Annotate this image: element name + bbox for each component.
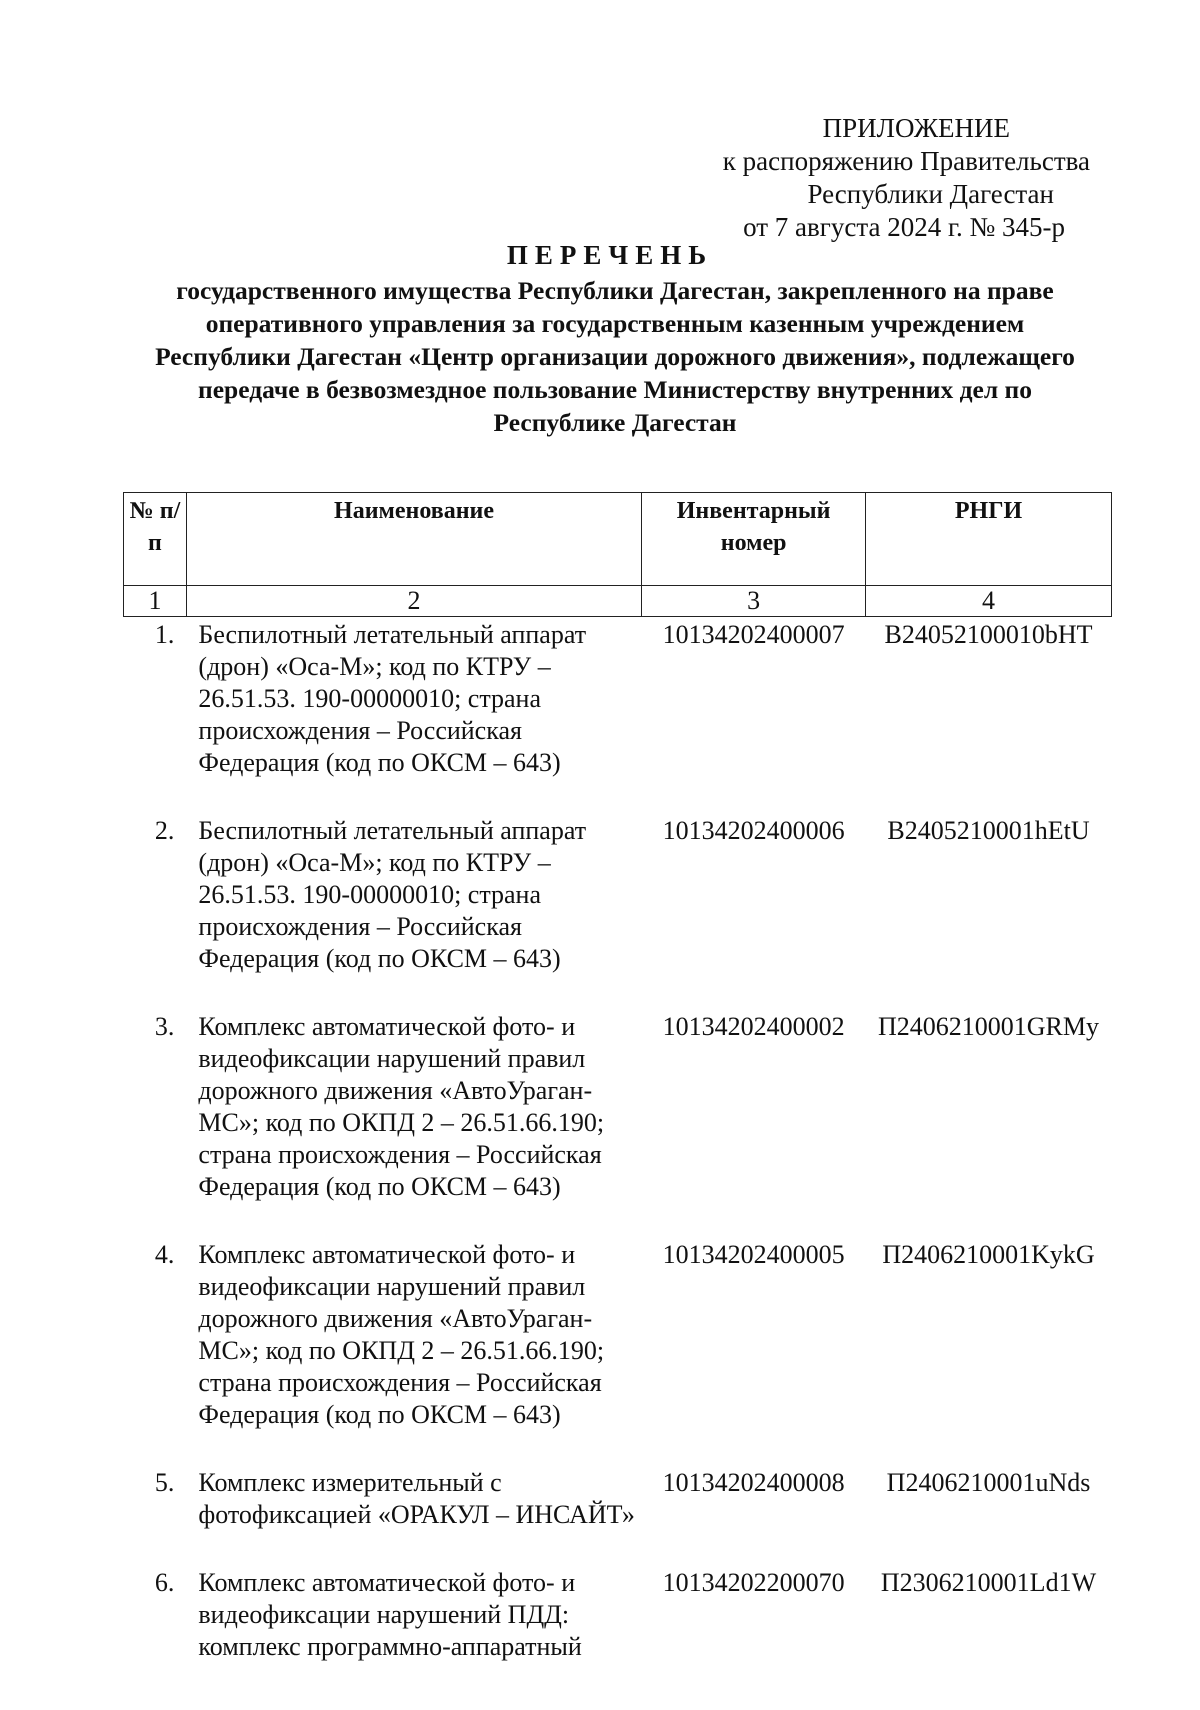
- row-number: 1.: [154, 620, 175, 649]
- row-name: Комплекс автоматической фото- и видеофиксации нарушений ПДД: комплекс программно-аппаратный: [198, 1568, 582, 1661]
- row-number: 4.: [154, 1240, 175, 1269]
- row-rngi: В24052100010bHT: [884, 620, 1093, 649]
- header-num: № п/п: [124, 493, 187, 586]
- document-title: ПЕРЕЧЕНЬ: [506, 240, 714, 270]
- table-row: [124, 1009, 1112, 1237]
- row-inventory: 10134202400002: [662, 1012, 845, 1041]
- row-number: 3.: [154, 1012, 175, 1041]
- appendix-block: [670, 112, 1090, 244]
- row-name: Комплекс автоматической фото- и видеофиксации нарушений правил дорожного движения «АвтоУраган-МС»; код по ОКПД 2 – 26.51.66.190; страна происхождения – Российская Федерация (код по ОКСМ – 643): [198, 1012, 605, 1201]
- row-rngi: П2406210001GRMy: [878, 1012, 1100, 1041]
- column-number: 1: [124, 586, 187, 617]
- row-inventory: 10134202400008: [662, 1468, 845, 1497]
- table-row: [124, 1565, 1112, 1663]
- column-number: 4: [866, 586, 1112, 617]
- row-inventory: 10134202400007: [662, 620, 845, 649]
- table-header-row: [124, 493, 1112, 586]
- appendix-title: ПРИЛОЖЕНИЕ: [822, 113, 1010, 143]
- row-rngi: П2406210001uNds: [886, 1468, 1091, 1497]
- row-name: Комплекс автоматической фото- и видеофиксации нарушений правил дорожного движения «АвтоУраган-МС»; код по ОКПД 2 – 26.51.66.190; страна происхождения – Российская Федерация (код по ОКСМ – 643): [198, 1240, 605, 1429]
- row-number: 2.: [154, 816, 175, 845]
- appendix-date-line: от 7 августа 2024 г. № 345-р: [743, 212, 1065, 242]
- table-row: [124, 1465, 1112, 1565]
- header-name: Наименование: [186, 493, 641, 586]
- row-rngi: П2406210001KykG: [882, 1240, 1095, 1269]
- row-rngi: В2405210001hEtU: [887, 816, 1090, 845]
- row-rngi: П2306210001Ld1W: [880, 1568, 1097, 1597]
- appendix-line: к распоряжению Правительства: [722, 146, 1090, 176]
- header-rngi: РНГИ: [866, 493, 1112, 586]
- row-name: Комплекс измерительный с фотофиксацией «ОРАКУЛ – ИНСАЙТ»: [198, 1468, 635, 1529]
- table-row: [124, 813, 1112, 1009]
- header-inventory: Инвентарный номер: [642, 493, 866, 586]
- table-row: [124, 617, 1112, 814]
- row-name: Беспилотный летательный аппарат (дрон) «Оса-М»; код по КТРУ – 26.51.53. 190-00000010; страна происхождения – Российская Федерация (код по ОКСМ – 643): [198, 816, 587, 973]
- row-number: 6.: [154, 1568, 175, 1597]
- column-number-row: [124, 586, 1112, 617]
- row-number: 5.: [154, 1468, 175, 1497]
- appendix-line: Республики Дагестан: [807, 179, 1054, 209]
- property-table: [123, 492, 1112, 1663]
- column-number: 2: [186, 586, 641, 617]
- row-inventory: 10134202400005: [662, 1240, 845, 1269]
- row-name: Беспилотный летательный аппарат (дрон) «Оса-М»; код по КТРУ – 26.51.53. 190-00000010; страна происхождения – Российская Федерация (код по ОКСМ – 643): [198, 620, 587, 777]
- row-inventory: 10134202400006: [662, 816, 845, 845]
- table-row: [124, 1237, 1112, 1465]
- column-number: 3: [642, 586, 866, 617]
- row-inventory: 10134202200070: [662, 1568, 845, 1597]
- document-subtitle: государственного имущества Республики Дагестан, закрепленного на праве оперативного управления за государственным казенным учреждением Республики Дагестан «Центр организации дорожного движения», подлежащего передаче в безвозмездное пользование Министерству внутренних дел по Республике Дагестан: [155, 276, 1075, 437]
